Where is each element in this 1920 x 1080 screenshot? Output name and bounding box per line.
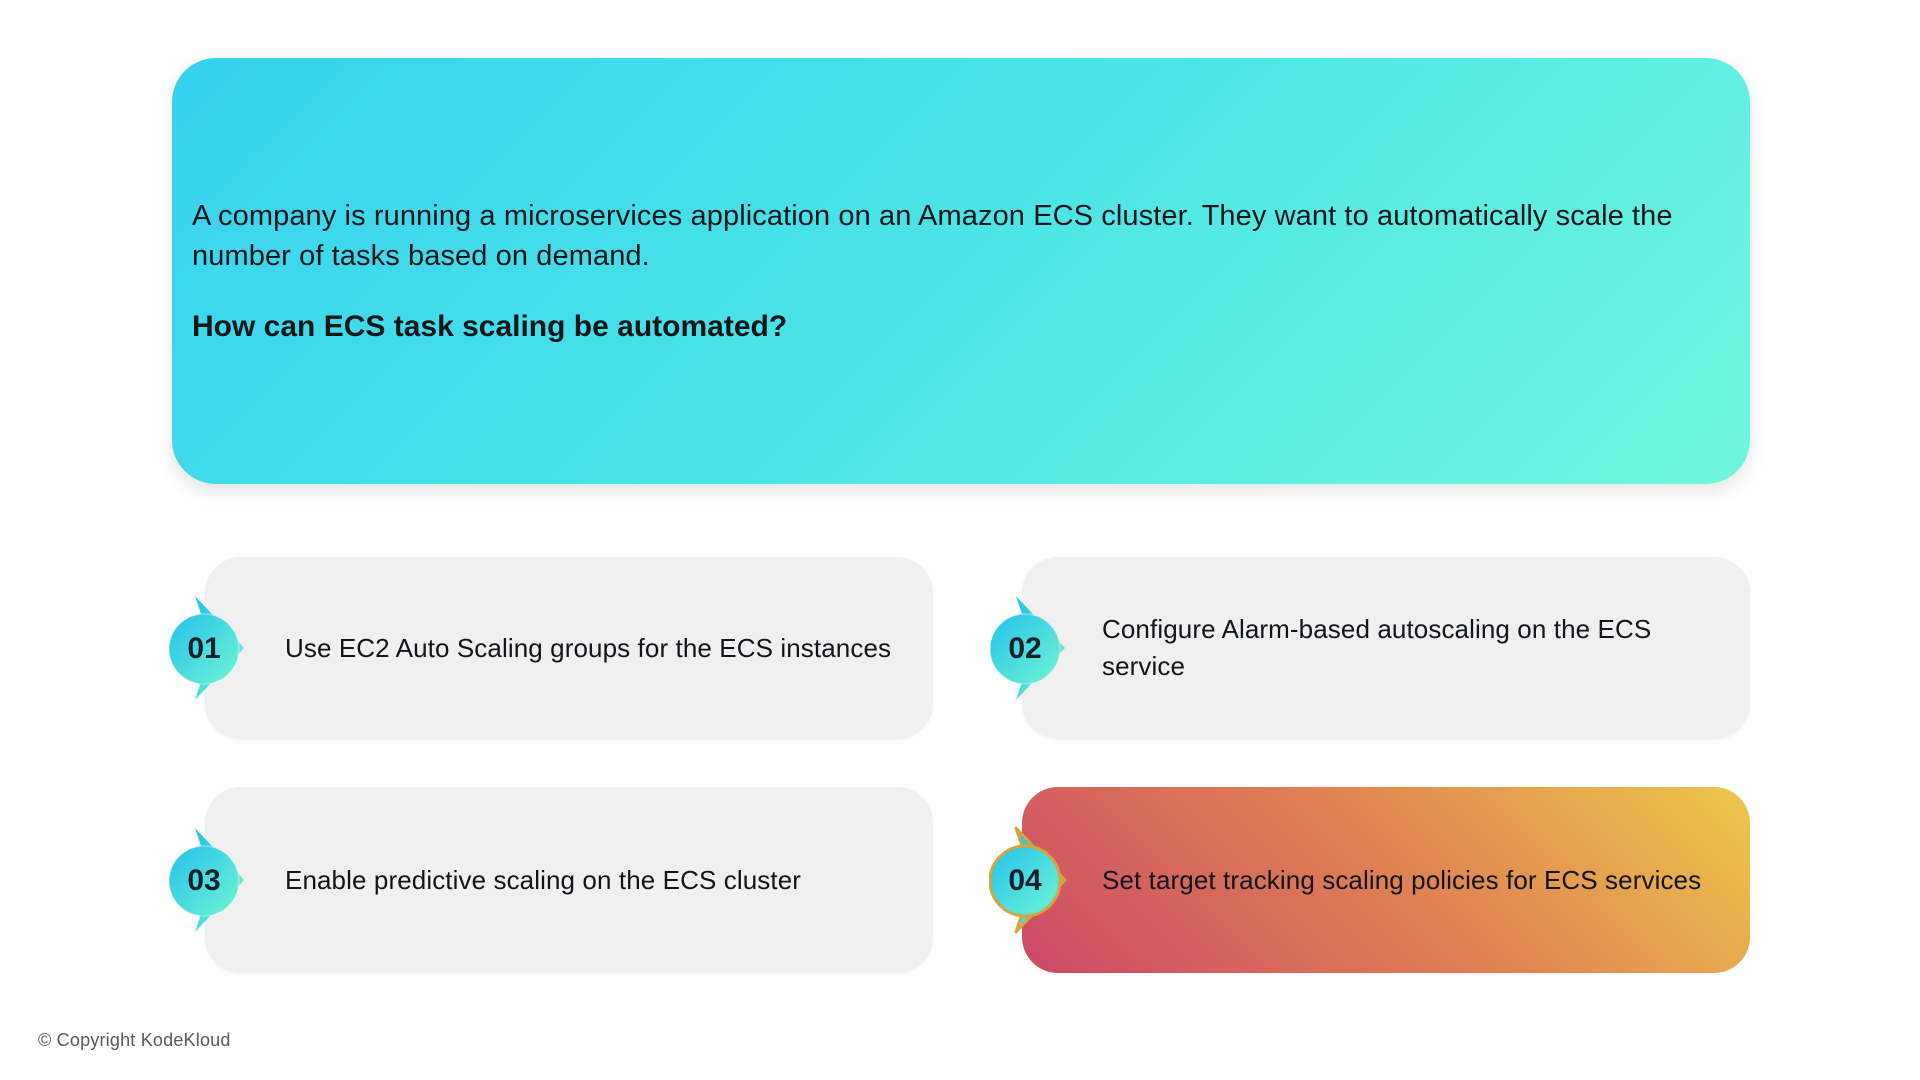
copyright-notice: © Copyright KodeKloud: [38, 1030, 231, 1050]
option-number: 04: [1008, 864, 1042, 897]
option-label: Use EC2 Auto Scaling groups for the ECS instances: [285, 632, 892, 663]
question-paragraph: A company is running a microservices application on an Amazon ECS cluster. They want to automatically scale the number of tasks based on demand.: [192, 200, 1673, 272]
option-label: Set target tracking scaling policies for ECS services: [1102, 864, 1702, 895]
option-number: 01: [187, 632, 221, 665]
question-content: [192, 196, 1720, 346]
option-label: Enable predictive scaling on the ECS cluster: [285, 864, 802, 895]
option-number-badge-4: [989, 824, 1067, 936]
question-card: [172, 58, 1750, 484]
option-card-1[interactable]: [205, 557, 933, 739]
option-number-badge-1: [168, 592, 246, 704]
option-number: 02: [1008, 632, 1042, 665]
option-card-3[interactable]: [205, 787, 933, 973]
option-number-badge-2: [989, 592, 1067, 704]
option-label: Configure Alarm-based autoscaling on the ECS service: [1102, 614, 1652, 681]
question-heading: How can ECS task scaling be automated?: [192, 310, 788, 343]
option-number-badge-3: [168, 824, 246, 936]
option-number: 03: [187, 864, 221, 897]
option-card-4-highlighted[interactable]: [1022, 787, 1750, 973]
option-card-2[interactable]: [1022, 557, 1750, 739]
